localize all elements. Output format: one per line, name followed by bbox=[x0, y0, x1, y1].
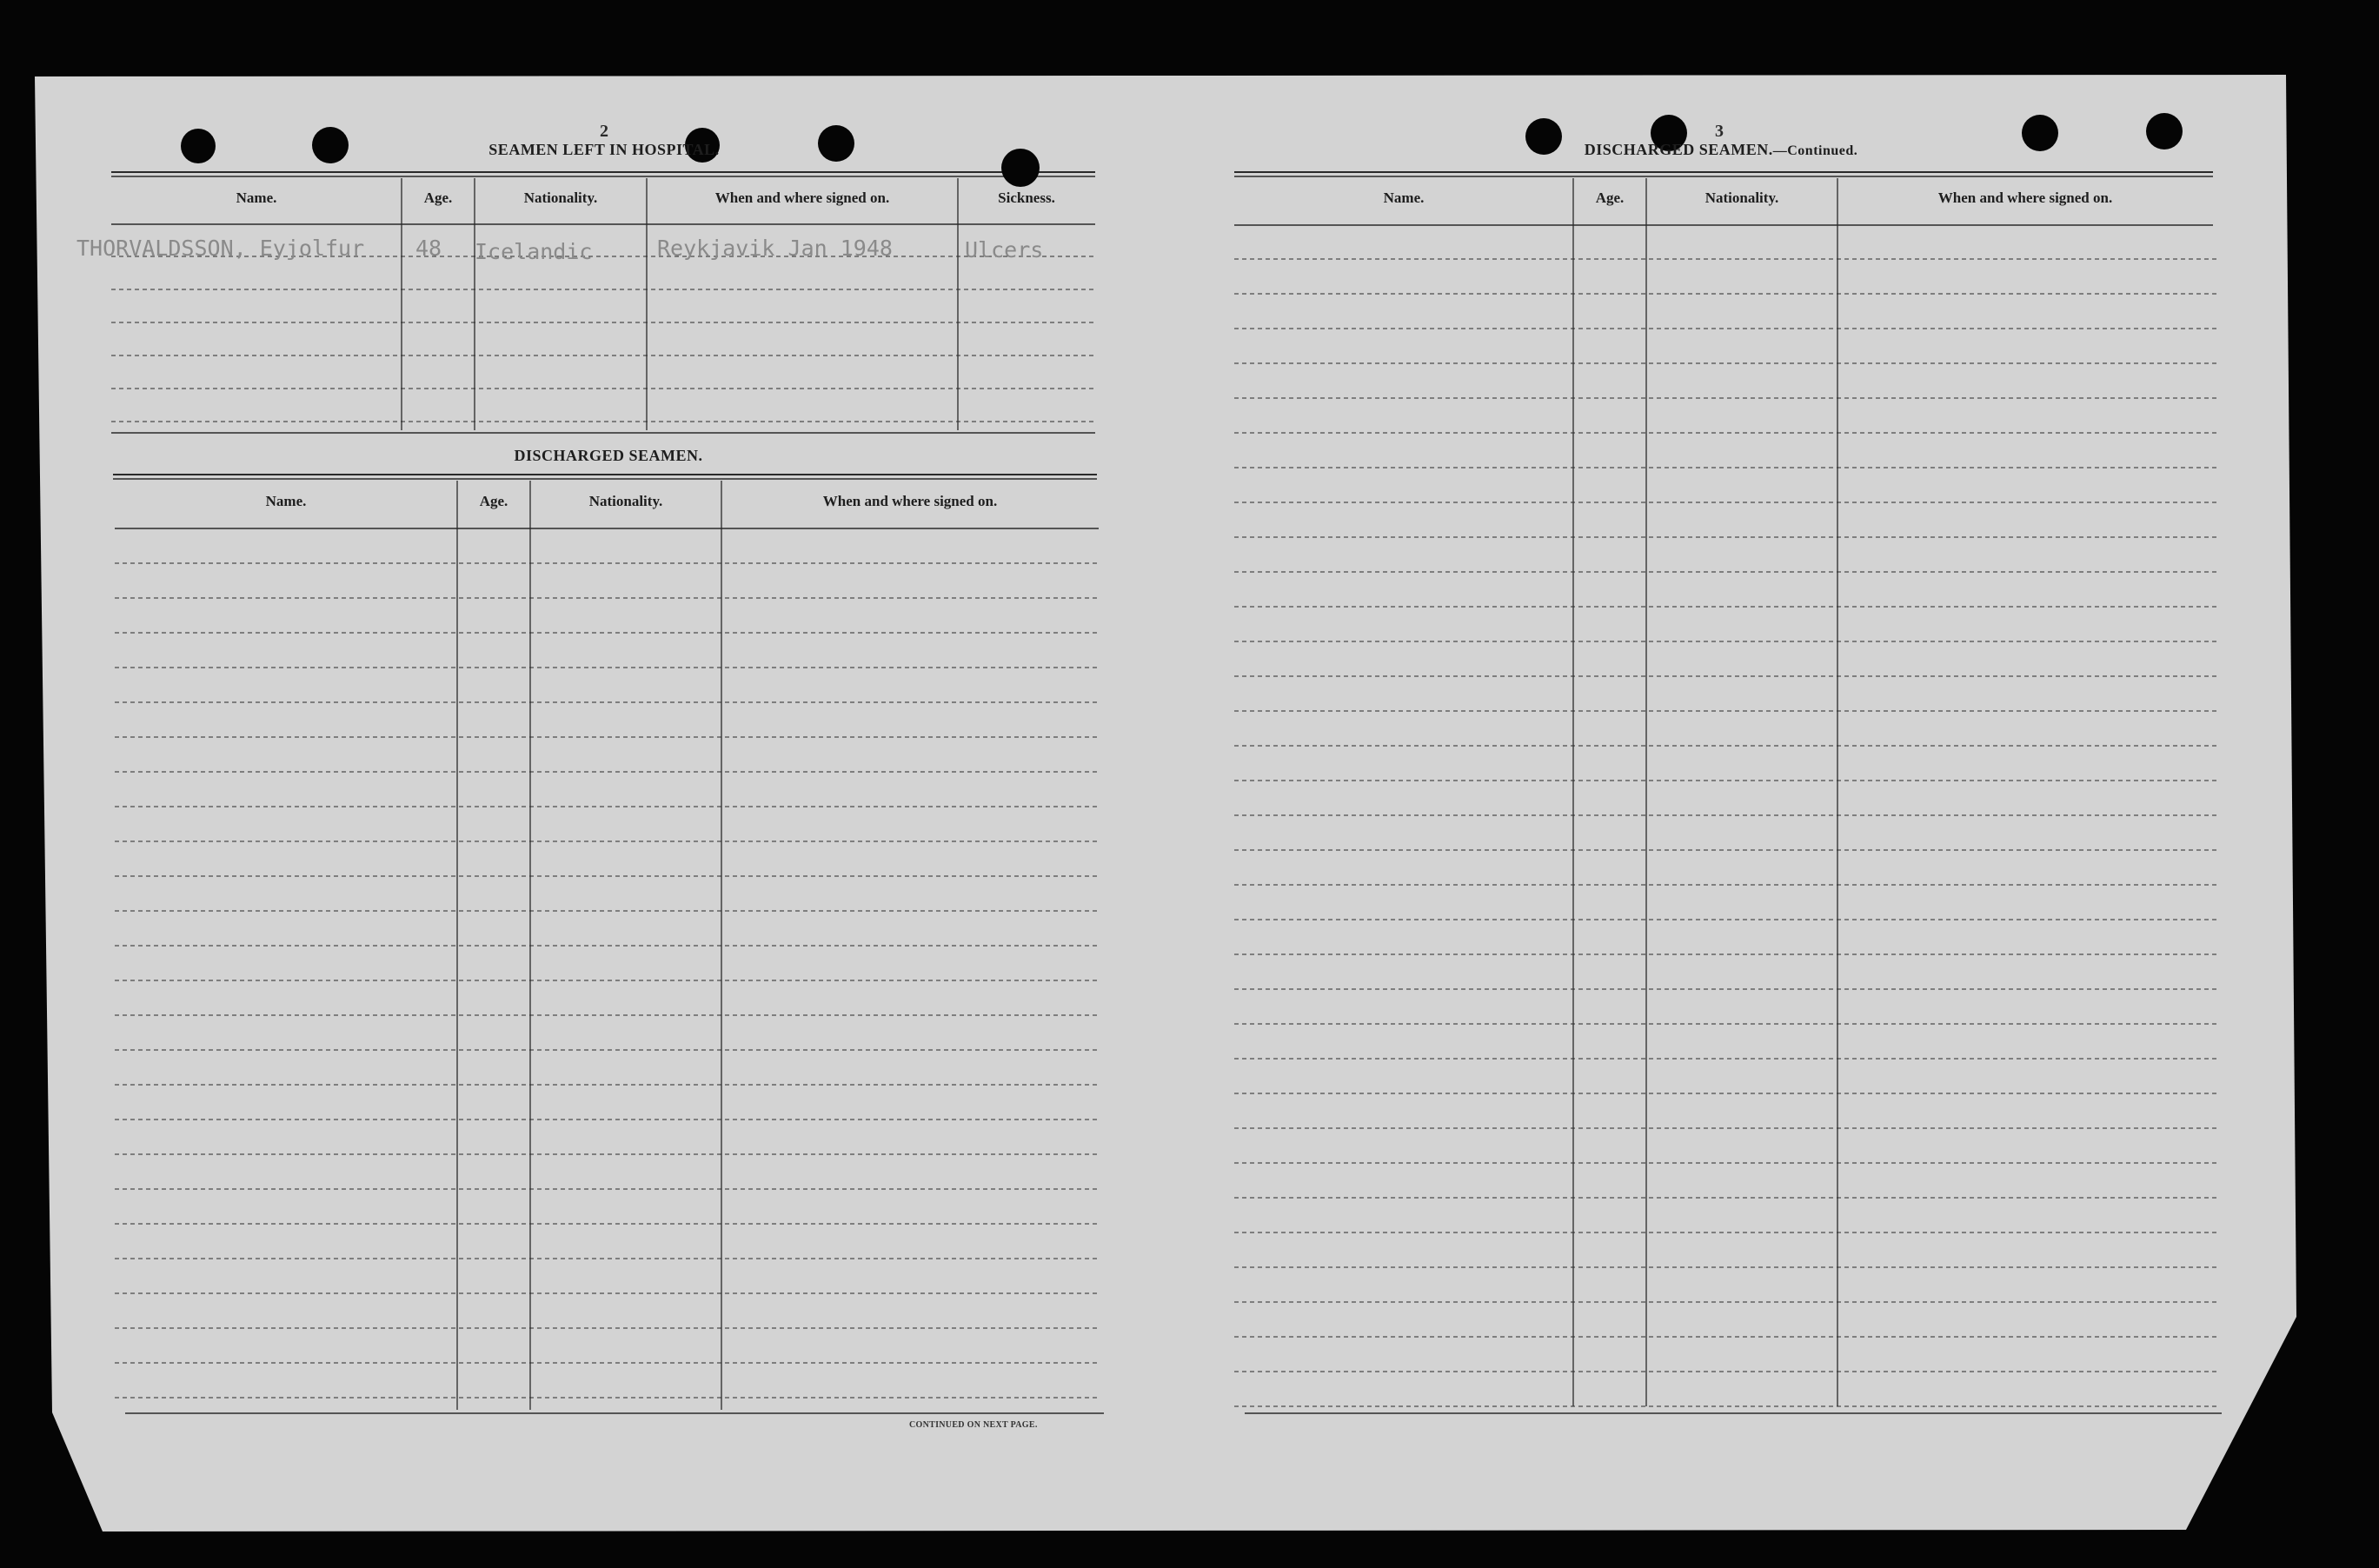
punch-hole bbox=[1001, 149, 1040, 187]
col-header-name: Name. bbox=[1383, 189, 1425, 206]
continued-footer: CONTINUED ON NEXT PAGE. bbox=[909, 1420, 1038, 1430]
col-header-age: Age. bbox=[1595, 189, 1625, 206]
entry-name: THORVALDSSON, Eyjolfur bbox=[76, 236, 365, 261]
col-header-nationality: Nationality. bbox=[588, 493, 663, 509]
col-header-name: Name. bbox=[265, 493, 307, 509]
col-header-age: Age. bbox=[479, 493, 508, 509]
col-header-sickness: Sickness. bbox=[998, 189, 1055, 206]
col-header-age: Age. bbox=[423, 189, 453, 206]
punch-hole bbox=[2022, 115, 2058, 151]
continued-suffix: —Continued. bbox=[1772, 143, 1858, 158]
punch-hole bbox=[312, 127, 349, 163]
entry-age: 48 bbox=[415, 236, 442, 261]
page-number-left: 2 bbox=[600, 122, 608, 141]
col-header-nationality: Nationality. bbox=[523, 189, 598, 206]
discharged-continued-label: DISCHARGED SEAMEN. bbox=[1584, 141, 1773, 158]
entry-signed-on: Reykjavik Jan 1948 bbox=[657, 236, 893, 261]
col-header-name: Name. bbox=[236, 189, 277, 206]
punch-hole bbox=[2146, 113, 2183, 149]
entry-nationality: Icelandic bbox=[475, 239, 593, 264]
hospital-section-title: SEAMEN LEFT IN HOSPITAL. bbox=[488, 141, 720, 158]
col-header-signed-on: When and where signed on. bbox=[822, 493, 998, 509]
entry-sickness: Ulcers bbox=[965, 237, 1044, 262]
discharged-continued-title bbox=[1530, 141, 1912, 159]
punch-hole bbox=[818, 125, 854, 162]
page-number-right: 3 bbox=[1715, 122, 1724, 141]
col-header-nationality: Nationality. bbox=[1705, 189, 1779, 206]
col-header-signed-on: When and where signed on. bbox=[1937, 189, 2113, 206]
punch-hole bbox=[181, 129, 216, 163]
discharged-section-title: DISCHARGED SEAMEN. bbox=[514, 447, 703, 464]
col-header-signed-on: When and where signed on. bbox=[714, 189, 890, 206]
